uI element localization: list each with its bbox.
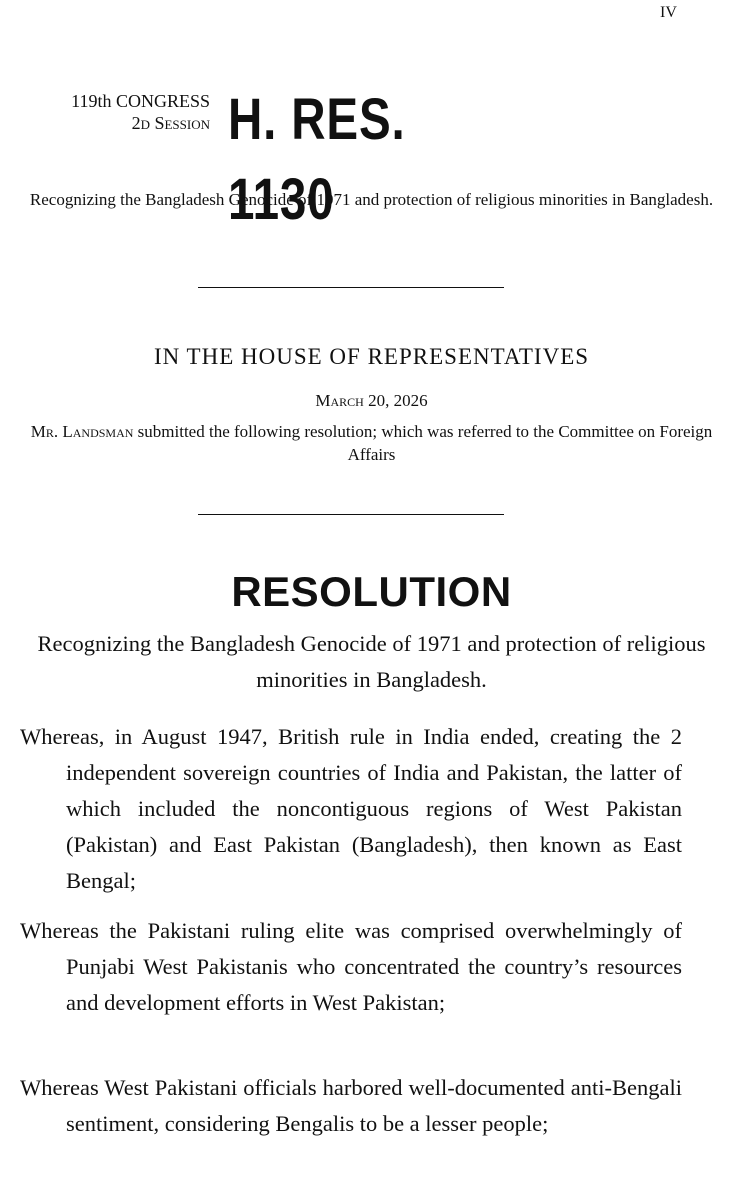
whereas-clause: Whereas the Pakistani ruling elite was comprised overwhelmingly of Punjabi West Pakistanis who concentrated the country’s resources and development efforts in West Pakistan; xyxy=(20,918,682,1015)
session-line: 2d Session xyxy=(131,113,210,133)
page-number: IV xyxy=(660,4,677,21)
congress-session xyxy=(20,90,210,134)
whereas-clause: Whereas West Pakistani officials harbored well-documented anti-Bengali sentiment, considering Bengalis to be a lesser people; xyxy=(20,1075,682,1136)
bill-number: H. RES. 1130 xyxy=(228,87,406,232)
resolution-heading: RESOLUTION xyxy=(231,568,512,615)
congress-line: 119th CONGRESS xyxy=(71,91,210,111)
divider-rule xyxy=(198,287,504,288)
resolution-summary: Recognizing the Bangladesh Genocide of 1971 and protection of religious minorities in Bangladesh. xyxy=(37,631,706,692)
bill-summary: Recognizing the Bangladesh Genocide of 1971 and protection of religious minorities in Bangladesh. xyxy=(29,190,714,209)
divider-rule xyxy=(198,514,504,515)
chamber-heading: IN THE HOUSE OF REPRESENTATIVES xyxy=(153,344,590,369)
introduction-date: March 20, 2026 xyxy=(315,391,428,410)
submission-text: submitted the following resolution; which was referred to the Committee on Foreign Affairs xyxy=(133,422,713,464)
whereas-clause: Whereas, in August 1947, British rule in India ended, creating the 2 independent sovereign countries of India and Pakistan, the latter of which included the noncontiguous regions of West Pakistan (Pakistan) and East Pakistan (Bangladesh), then known as East Bengal; xyxy=(20,724,682,893)
sponsor-name: Mr. Landsman xyxy=(30,422,134,441)
submission-statement xyxy=(20,420,723,466)
